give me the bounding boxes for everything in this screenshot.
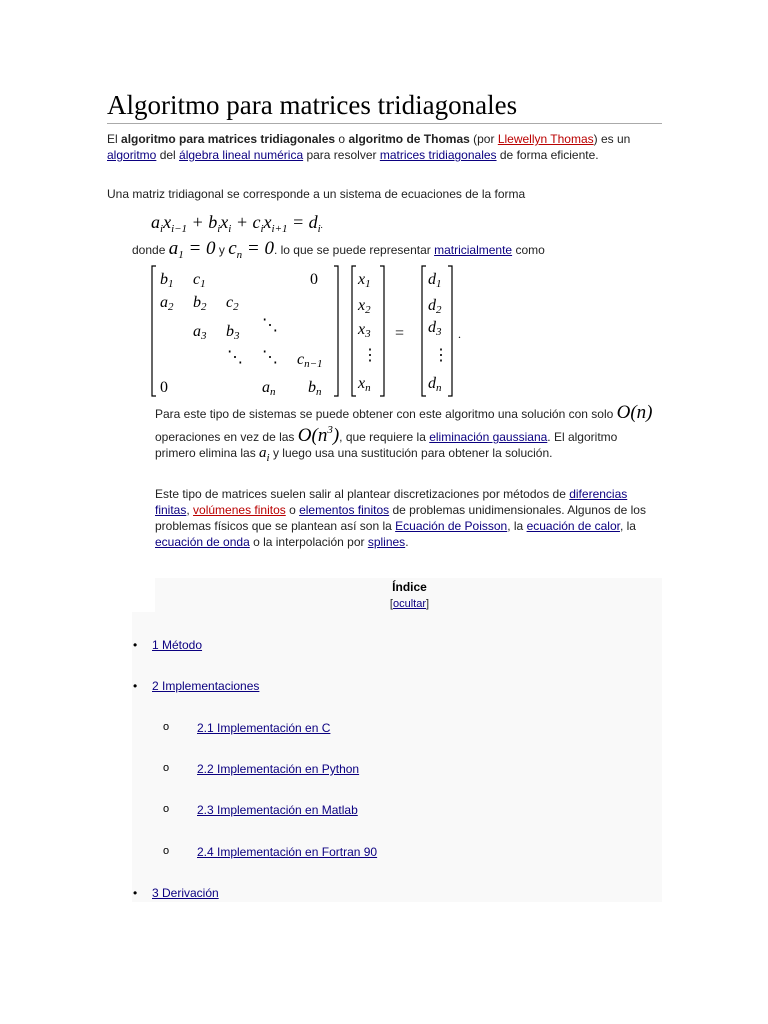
link-diferencias-finitas[interactable]: diferencias finitas — [155, 487, 628, 517]
toc-bullet: • — [133, 638, 138, 652]
paragraph-4 — [155, 486, 660, 550]
p4-text: , la — [619, 519, 636, 533]
svg-text:⋮: ⋮ — [433, 347, 449, 364]
svg-text:c1: c1 — [193, 271, 206, 290]
svg-text:⋱: ⋱ — [262, 349, 278, 366]
donde-text: donde — [132, 243, 169, 257]
link-elementos-finitos[interactable]: elementos finitos — [299, 503, 390, 517]
svg-text:0: 0 — [160, 379, 168, 396]
intro-text: del — [156, 148, 180, 162]
toc-item-impl-fortran[interactable]: 2.4 Implementación en Fortran 90 — [197, 845, 378, 859]
intro-paragraph — [107, 131, 647, 163]
p4-text: de problemas unidimensionales. Algunos de los problemas físicos que se plantean así son la — [155, 503, 646, 533]
link-eliminacion-gaussiana[interactable]: eliminación gaussiana — [429, 430, 548, 444]
donde-line — [132, 238, 672, 266]
svg-text:d1: d1 — [428, 271, 442, 290]
p3-text: . El algoritmo primero elimina las — [155, 430, 618, 460]
svg-text:dn: dn — [428, 375, 442, 394]
p4-text: . — [405, 535, 409, 549]
paragraph-2: Una matriz tridiagonal se corresponde a un sistema de ecuaciones de la forma — [107, 187, 526, 201]
link-matrices-tridiagonales[interactable]: matrices tridiagonales — [379, 148, 497, 162]
svg-text:b1: b1 — [160, 271, 174, 290]
intro-text: para resolver — [303, 148, 380, 162]
intro-bold-2: algoritmo de Thomas — [348, 132, 470, 146]
toc-item-metodo[interactable]: 1 Método — [152, 638, 203, 652]
svg-text:⋮: ⋮ — [362, 347, 378, 364]
p3-text: , que requiere la — [339, 430, 430, 444]
link-ecuacion-poisson[interactable]: Ecuación de Poisson — [395, 519, 508, 533]
p4-text: o — [285, 503, 300, 517]
svg-text:x3: x3 — [358, 321, 371, 340]
math-a1-zero: $a_1 = 0$ — [168, 238, 216, 261]
toc-corner — [132, 578, 155, 612]
intro-text: de forma eficiente. — [496, 148, 599, 162]
svg-text:d3: d3 — [428, 319, 442, 338]
math-cn-zero: $c_n = 0$ — [228, 238, 274, 261]
svg-text:⋱: ⋱ — [227, 349, 243, 366]
svg-text:0: 0 — [310, 271, 318, 288]
donde-text: y — [215, 243, 229, 257]
svg-text:xn: xn — [358, 375, 371, 394]
link-matricialmente[interactable]: matricialmente — [434, 243, 513, 257]
donde-text: como — [512, 243, 545, 257]
intro-bold-1: algoritmo para matrices tridiagonales — [121, 132, 336, 146]
toc-item-impl-python[interactable]: 2.2 Implementación en Python — [197, 762, 360, 776]
svg-text:c2: c2 — [226, 294, 239, 313]
math-order-n: O(n) — [616, 402, 653, 423]
toc-item-derivacion[interactable]: 3 Derivación — [152, 886, 219, 900]
toc-bracket: ] — [426, 598, 430, 610]
toc-item-implementaciones[interactable]: 2 Implementaciones — [152, 679, 260, 693]
svg-text:.: . — [458, 327, 461, 341]
equation-system: $a_ix_{i-1} + b_ix_i + c_ix_{i+1} = d_i$. — [151, 212, 323, 235]
toc-subbullet: o — [163, 845, 170, 857]
p4-text: Este tipo de matrices suelen salir al plantear discretizaciones por métodos de — [155, 487, 570, 501]
svg-text:bn: bn — [308, 379, 322, 398]
intro-text: o — [335, 132, 349, 146]
intro-text: El — [107, 132, 122, 146]
svg-text:d2: d2 — [428, 297, 442, 316]
toc-bullet: • — [133, 886, 138, 900]
math-ai: $a_i$ — [259, 445, 270, 464]
donde-text: . lo que se puede representar — [273, 243, 435, 257]
toc-toggle — [132, 598, 687, 610]
svg-text:a3: a3 — [193, 323, 207, 342]
svg-text:b2: b2 — [193, 294, 207, 313]
link-ecuacion-onda[interactable]: ecuación de onda — [155, 535, 250, 549]
svg-text:⋱: ⋱ — [262, 317, 278, 334]
toc-hide-link[interactable]: ocultar — [392, 598, 427, 610]
toc-subbullet: o — [163, 762, 170, 774]
link-ecuacion-calor[interactable]: ecuación de calor — [526, 519, 620, 533]
toc-item-impl-matlab[interactable]: 2.3 Implementación en Matlab — [197, 803, 358, 817]
link-volumenes-finitos[interactable]: volúmenes finitos — [193, 503, 286, 517]
toc-subbullet: o — [163, 721, 170, 733]
toc-bracket: [ — [389, 598, 393, 610]
intro-text: (por — [469, 132, 498, 146]
intro-text: ) es un — [593, 132, 631, 146]
tridiagonal-matrix-equation — [150, 264, 470, 399]
p3-text: operaciones en vez de las — [155, 430, 298, 444]
paragraph-3 — [155, 402, 660, 466]
svg-text:b3: b3 — [226, 323, 240, 342]
link-splines[interactable]: splines — [367, 535, 406, 549]
link-algebra-lineal[interactable]: álgebra lineal numérica — [179, 148, 304, 162]
link-algoritmo[interactable]: algoritmo — [107, 148, 157, 162]
math-order-n-cubed: $O(n^3)$ — [297, 424, 340, 446]
svg-text:cn−1: cn−1 — [297, 351, 323, 370]
p4-text: , la — [507, 519, 527, 533]
link-llewellyn-thomas[interactable]: Llewellyn Thomas — [497, 132, 594, 146]
p3-text: y luego usa una sustitución para obtener la solución. — [269, 446, 553, 460]
svg-text:an: an — [262, 379, 276, 398]
toc-title: Índice — [392, 580, 427, 594]
toc-item-impl-c[interactable]: 2.1 Implementación en C — [197, 721, 331, 735]
page-title: Algoritmo para matrices tridiagonales — [107, 90, 662, 124]
p4-text: o la interpolación por — [249, 535, 368, 549]
toc-bullet: • — [133, 679, 138, 693]
svg-text:a2: a2 — [160, 294, 174, 313]
toc-subbullet: o — [163, 803, 170, 815]
p3-text: Para este tipo de sistemas se puede obtener con este algoritmo una solución con solo — [155, 407, 617, 421]
svg-text:x1: x1 — [358, 271, 371, 290]
svg-text:x2: x2 — [358, 297, 371, 316]
p4-text: , — [186, 503, 194, 517]
svg-text:=: = — [395, 325, 405, 342]
